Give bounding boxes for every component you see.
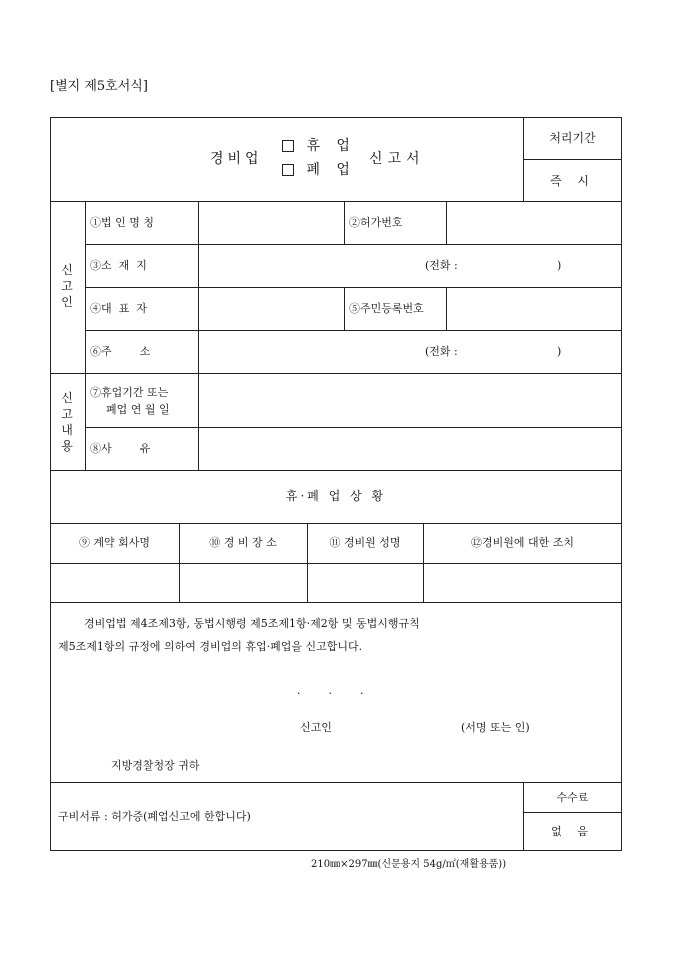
- license-no-field[interactable]: [447, 202, 621, 243]
- status-column-header: ⑪ 경비원 성명: [329, 536, 401, 549]
- divider: [85, 201, 86, 470]
- option-rest-label: 휴 업: [306, 138, 356, 154]
- period-field[interactable]: [199, 374, 621, 426]
- phone-close: ): [557, 345, 562, 358]
- processing-value: 즉 시: [550, 174, 595, 188]
- rrn-label: ⑤주민등록번호: [349, 302, 424, 315]
- phone-label: (전화 :: [425, 345, 458, 358]
- divider: [50, 782, 622, 783]
- report-section-label: 신 고 내 용: [61, 391, 73, 453]
- fee-value: 없 음: [551, 825, 594, 838]
- contract-company-cell[interactable]: [51, 564, 178, 601]
- checkbox-icon[interactable]: [282, 140, 294, 152]
- checkbox-icon[interactable]: [282, 164, 294, 176]
- reason-label: ⑧사 유: [90, 442, 151, 455]
- status-column-header: ⑨ 계약 회사명: [78, 536, 151, 549]
- divider: [50, 602, 622, 603]
- paper-spec: 210㎜×297㎜(신문용지 54g/㎡(재활용품)): [311, 859, 507, 870]
- guard-location-cell[interactable]: [180, 564, 306, 601]
- guard-name-cell[interactable]: [308, 564, 422, 601]
- phone-close: ): [557, 259, 562, 272]
- date-dots: . . .: [297, 684, 364, 697]
- divider: [523, 812, 622, 813]
- location-field[interactable]: [199, 245, 419, 286]
- period-label-line1: ⑦휴업기간 또는: [90, 386, 169, 399]
- title-prefix: 경비업: [210, 151, 263, 167]
- status-column-header: ⑩ 경 비 장 소: [209, 536, 277, 549]
- address-label: ⑥주 소: [90, 345, 151, 358]
- phone-field[interactable]: [475, 336, 555, 366]
- corp-name-label: ①법 인 명 칭: [90, 216, 154, 229]
- location-label: ③소 재 지: [90, 259, 147, 272]
- title-suffix: 신고서: [369, 151, 425, 167]
- divider: [523, 117, 524, 201]
- reporter-signature-field[interactable]: [345, 715, 450, 739]
- guard-measure-cell[interactable]: [424, 564, 621, 601]
- representative-field[interactable]: [199, 288, 343, 329]
- applicant-section-label: 신 고 인: [61, 263, 73, 309]
- divider: [50, 523, 622, 524]
- corp-name-field[interactable]: [199, 202, 343, 243]
- title-option-close[interactable]: [282, 163, 356, 177]
- license-no-label: ②허가번호: [349, 216, 403, 229]
- reason-field[interactable]: [199, 428, 621, 469]
- option-close-label: 폐 업: [306, 162, 356, 178]
- addressee: 지방경찰청장 귀하: [111, 759, 200, 772]
- fee-label: 수수료: [556, 791, 589, 804]
- processing-label: 처리기간: [549, 131, 596, 145]
- divider: [344, 201, 345, 244]
- representative-label: ④대 표 자: [90, 302, 147, 315]
- title-option-rest[interactable]: [282, 139, 356, 153]
- status-column-header: ⑫경비원에 대한 조치: [470, 536, 574, 549]
- reporter-label: 신고인: [300, 721, 332, 734]
- status-heading: 휴·폐 업 상 황: [285, 489, 387, 503]
- docs-label: 구비서류 : 허가증(폐업신고에 한합니다): [58, 810, 251, 823]
- declaration-line2: 제5조제1항의 규정에 의하여 경비업의 휴업·폐업을 신고합니다.: [58, 640, 363, 653]
- phone-label: (전화 :: [425, 259, 458, 272]
- rrn-field[interactable]: [447, 288, 621, 329]
- signature-label: (서명 또는 인): [461, 721, 530, 734]
- form-tag: [별지 제5호서식]: [50, 79, 148, 94]
- address-field[interactable]: [199, 331, 419, 372]
- divider: [523, 159, 622, 160]
- divider: [344, 287, 345, 330]
- period-label-line2: 폐업 연 월 일: [106, 403, 170, 416]
- phone-field[interactable]: [475, 250, 555, 280]
- declaration-line1: 경비업법 제4조제3항, 동법시행령 제5조제1항·제2항 및 동법시행규칙: [84, 617, 420, 630]
- divider: [50, 470, 622, 471]
